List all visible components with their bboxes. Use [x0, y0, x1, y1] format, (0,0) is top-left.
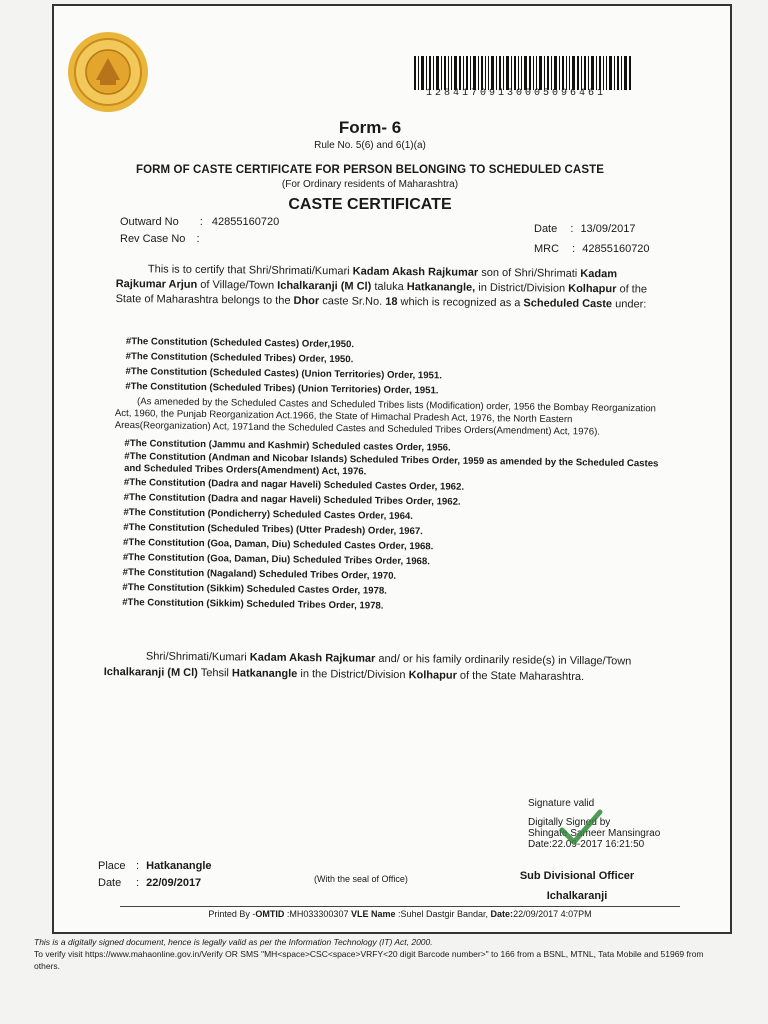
- verification-note: To verify visit https://www.mahaonline.gov.in/Verify OR SMS "MH<space>CSC<space>VRFY<20 digit Barcode number>" to 166 from a BSNL, MTNL, Tata Mobile and 51969 from others.: [34, 949, 704, 971]
- place-label: Place: [98, 860, 126, 872]
- printed-by-line: Printed By -OMTID :MH033300307 VLE Name :Suhel Dastgir Bandar, Date:22/09/2017 4:07PM: [120, 906, 680, 919]
- signed-by-text: Digitally Signed by: [528, 817, 611, 828]
- order-item: #The Constitution (Dadra and nagar Haveli) Scheduled Tribes Order, 1962.: [123, 491, 461, 508]
- legal-validity-note: This is a digitally signed document, hence is legally valid as per the Information Technology (IT) Act, 2000.: [34, 937, 433, 947]
- order-item: #The Constitution (Goa, Daman, Diu) Scheduled Tribes Order, 1968.: [122, 551, 430, 568]
- barcode-image: [414, 56, 632, 90]
- order-item: #The Constitution (Scheduled Tribes) Order, 1950.: [125, 350, 354, 366]
- signature-valid-text: Signature valid: [528, 798, 595, 809]
- date-value: 13/09/2017: [580, 223, 636, 235]
- rev-case-row: Rev Case No :: [120, 233, 200, 245]
- officer-title: Sub Divisional Officer: [519, 870, 635, 882]
- order-item: #The Constitution (Pondicherry) Scheduled Castes Order, 1964.: [123, 506, 414, 523]
- place-date-block: Place : Hatkanangle Date : 22/09/2017: [98, 858, 212, 892]
- applicant-name: Kadam Akash Rajkumar: [352, 265, 479, 279]
- officer-office: Ichalkaranji: [546, 890, 608, 902]
- place-date-label: Date: [98, 877, 122, 889]
- order-item: #The Constitution (Jammu and Kashmir) Scheduled castes Order, 1956.: [124, 437, 451, 454]
- signature-date: Date:22.09-2017 16:21:50: [528, 839, 645, 850]
- residence-paragraph: Shri/Shrimati/Kumari Kadam Akash Rajkumar and/ or his family ordinarily reside(s) in Village/Town Ichalkaranji (M Cl) Tehsil Hatkanangle in the District/Division Kolhapur of the State Maharashtra.: [103, 650, 632, 684]
- main-title: FORM OF CASTE CERTIFICATE FOR PERSON BELONGING TO SCHEDULED CASTE: [135, 164, 604, 176]
- order-item: #The Constitution (Scheduled Castes) (Union Territories) Order, 1951.: [125, 365, 443, 382]
- order-item: #The Constitution (Dadra and nagar Haveli) Scheduled Castes Order, 1962.: [123, 476, 465, 493]
- certificate-title: CASTE CERTIFICATE: [288, 196, 452, 213]
- signer-name: Shingate Sameer Mansingrao: [528, 828, 661, 839]
- tehsil-name: Hatkanangle: [231, 667, 298, 681]
- mrc-value: 42855160720: [582, 243, 650, 255]
- mrc-row: MRC : 42855160720: [534, 243, 650, 255]
- place-date-value: 22/09/2017: [146, 877, 202, 889]
- order-item: #The Constitution (Scheduled Tribes) (Union Territories) Order, 1951.: [125, 380, 439, 397]
- subtitle: (For Ordinary residents of Maharashtra): [281, 179, 459, 190]
- rev-case-label: Rev Case No: [120, 233, 186, 245]
- date-row: Date : 13/09/2017: [534, 223, 636, 235]
- mrc-label: MRC: [534, 243, 560, 255]
- outward-value: 42855160720: [211, 216, 280, 228]
- barcode-number: 12841709130005096461: [426, 88, 607, 99]
- office-seal-note: (With the seal of Office): [314, 874, 408, 884]
- outward-label: Outward No: [120, 216, 179, 228]
- officer-block: [512, 866, 642, 906]
- caste-name: Dhor: [293, 294, 320, 308]
- orders-list: [114, 334, 666, 618]
- order-item: #The Constitution (Sikkim) Scheduled Tribes Order, 1978.: [122, 596, 384, 612]
- district-name: Kolhapur: [568, 282, 617, 296]
- amendment-note: (As ameneded by the Scheduled Castes and Scheduled Tribes lists (Modification) order, 1956 the Bombay Reorganization Act, 1960, the Punjab Reorganization Act.1966, the State of Himachal Pradesh Act, 1976, the North Eastern Areas(Reorganization) Act, 1971and the Scheduled Castes and Scheduled Tribes Orders(Amendment) Act, 1976).: [114, 396, 656, 438]
- rule-reference: Rule No. 5(6) and 6(1)(a): [314, 140, 426, 151]
- footer-notes: [34, 936, 724, 972]
- order-item: #The Constitution (Nagaland) Scheduled Tribes Order, 1970.: [122, 566, 397, 582]
- check-icon: [556, 808, 606, 848]
- order-item: #The Constitution (Scheduled Tribes) (Utter Pradesh) Order, 1967.: [123, 521, 423, 538]
- caste-category: Scheduled Caste: [523, 297, 613, 311]
- form-title: Form- 6: [338, 118, 402, 137]
- taluka-name: Hatkanangle,: [406, 281, 476, 294]
- village-name: Ichalkaranji (M Cl): [103, 665, 198, 679]
- date-label: Date: [534, 223, 558, 235]
- village-name: Ichalkaranji (M Cl): [277, 279, 372, 293]
- order-item: #The Constitution (Scheduled Castes) Order,1950.: [125, 335, 355, 351]
- outward-row: Outward No : 42855160720: [120, 216, 280, 228]
- order-item: #The Constitution (Sikkim) Scheduled Castes Order, 1978.: [122, 581, 387, 597]
- serial-number: 18: [385, 295, 398, 308]
- order-item: #The Constitution (Andman and Nicobar Islands) Scheduled Tribes Order, 1959 as amended by the Scheduled Castes and Scheduled Tribes Orders(Amendment) Act, 1976.: [124, 450, 659, 478]
- maharashtra-seal-icon: [66, 30, 150, 114]
- place-value: Hatkanangle: [146, 860, 212, 872]
- order-item: #The Constitution (Goa, Daman, Diu) Scheduled Castes Order, 1968.: [123, 536, 434, 553]
- parent-name: Kadam Rajkumar Arjun: [115, 267, 618, 291]
- district-name: Kolhapur: [408, 669, 457, 682]
- applicant-name: Kadam Akash Rajkumar: [249, 651, 376, 665]
- certify-paragraph: This is to certify that Shri/Shrimati/Kumari Kadam Akash Rajkumar son of Shri/Shrimati Kadam Rajkumar Arjun of Village/Town Ichalkaranji (M Cl) taluka Hatkanangle, in District/Division Kolhapur of the State of Maharashtra belongs to the Dhor caste Sr.No. 18 which is recognized as a Scheduled Caste under:: [115, 263, 648, 311]
